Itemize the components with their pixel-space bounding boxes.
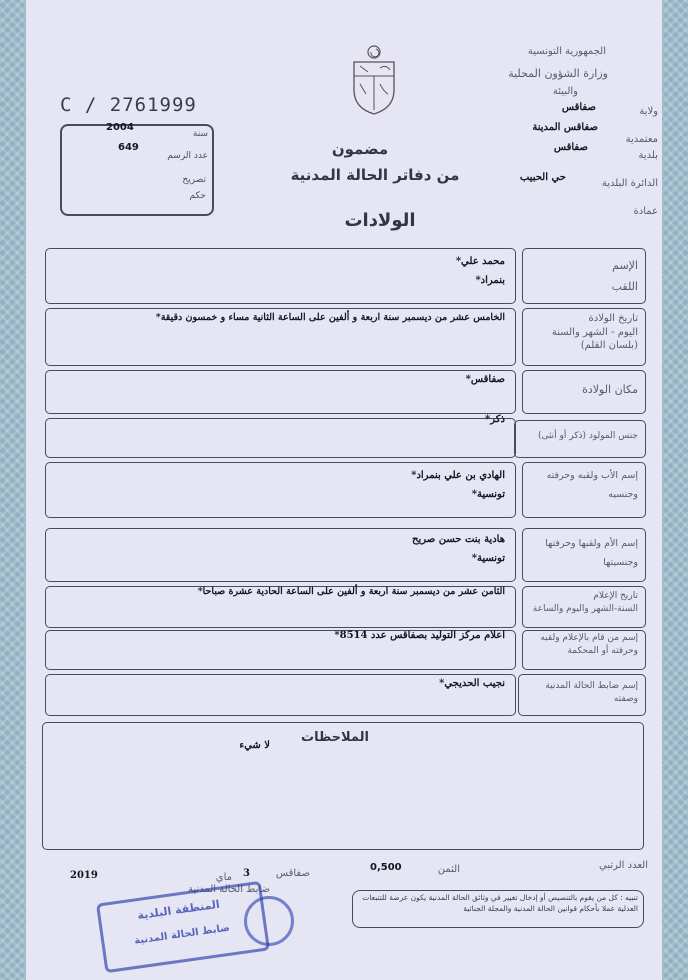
row-birthplace-value: صفاقس* — [465, 374, 505, 385]
title-line3: الولادات — [344, 210, 416, 231]
stamp-line1: المنطقة البلدية — [136, 897, 221, 923]
price-label: الثمن — [437, 864, 460, 875]
row-name-label: الإسم اللقب — [611, 259, 638, 293]
mutamadiya-label: معتمدية — [625, 134, 658, 145]
baladiya-value: صفاقس — [553, 142, 588, 153]
register-ruling-label: حكم — [189, 191, 206, 201]
row-officer-value: نجيب الحديجي* — [439, 678, 505, 689]
ordinal-number-label: العدد الرتبي — [598, 860, 648, 871]
title-line1: مضمون — [331, 140, 389, 158]
row-sex-label: جنس المولود (ذكر أو أنثى) — [537, 431, 638, 441]
row-declarant-label: إسم من قام بالإعلام ولقبه وحرفته أو المحكمة — [540, 633, 638, 656]
row-name-value: محمد علي* بنمراد* — [455, 256, 505, 286]
ministry-label: وزارة الشؤون المحلية — [508, 67, 608, 80]
daira-label: الدائرة البلدية — [601, 178, 658, 189]
row-declarant-value: اعلام مركز التوليد بصفاقس عدد 8514* — [334, 630, 505, 641]
row-birthdate-label: تاريخ الولادة اليوم - الشهر والسنة (بلسان القلم) — [551, 313, 638, 351]
wilaya-label: ولاية — [639, 106, 658, 117]
row-birthplace-label: مكان الولادة — [582, 383, 638, 396]
row-declaration-date-label: تاريخ الإعلام السنة-الشهر واليوم والساعة — [532, 591, 638, 614]
register-number-label: عدد الرسم — [167, 151, 208, 161]
row-mother-label: إسم الأم ولقبها وحرفتها وجنسيتها — [545, 538, 638, 568]
remarks-value: لا شيء — [239, 740, 270, 751]
baladiya-label: بلدية — [638, 150, 658, 161]
row-officer-label: إسم ضابط الحالة المدنية وصفته — [545, 681, 638, 704]
environment-label: والبيئة — [552, 86, 578, 97]
date-month: ماي — [215, 872, 232, 883]
imada-label: عمادة — [633, 206, 658, 217]
serial-number: C / 2761999 — [60, 94, 197, 116]
register-number-value: 649 — [118, 142, 139, 153]
row-sex-value: ذكر* — [485, 414, 505, 425]
remarks-title: الملاحظات — [301, 730, 369, 745]
mutamadiya-value: صفاقس المدينة — [532, 122, 598, 133]
date-day: 3 — [243, 868, 250, 879]
round-seal-icon — [244, 896, 294, 946]
title-line2: من دفاتر الحالة المدنية — [290, 166, 460, 184]
price-value: 0,500 — [370, 862, 402, 873]
date-year: 2019 — [70, 870, 98, 881]
tunisia-emblem-icon — [350, 44, 398, 116]
row-declaration-date-value: الثامن عشر من ديسمبر سنة اربعة و ألفين على الساعة الحادية عشرة صباحا* — [197, 586, 505, 597]
stamp-line2: ضابط الحالة المدنية — [133, 922, 231, 947]
register-year-value: 2004 — [106, 122, 134, 133]
place-label: صفاقس — [275, 868, 310, 879]
republic-label: الجمهورية التونسية — [527, 46, 606, 57]
row-father-value: الهادي بن علي بنمراد* تونسية* — [411, 470, 505, 500]
register-year-label: سنة — [192, 129, 208, 139]
daira-value: حي الحبيب — [519, 172, 566, 183]
row-birthdate-value: الخامس عشر من ديسمبر سنة اربعة و ألفين على الساعة الثانية مساء و خمسون دقيقة* — [155, 312, 505, 323]
wilaya-value: صفاقس — [561, 102, 596, 113]
notice-text: تنبيه : كل من يقوم بالتنصيص أو إدخال تغيير في وثائق الحالة المدنية يكون عرضة للتتبعات العدلية عملا بأحكام قوانين الحالة المدنية والمجلة الجنائية — [362, 893, 638, 913]
officer-signature-label: ضابط الحالة المدنية — [188, 884, 270, 895]
row-father-label: إسم الأب ولقبه وحرفته وجنسيه — [546, 470, 638, 500]
row-mother-value: هادية بنت حسن صريح تونسية* — [412, 534, 505, 564]
register-correction-label: تصريح — [182, 175, 206, 185]
